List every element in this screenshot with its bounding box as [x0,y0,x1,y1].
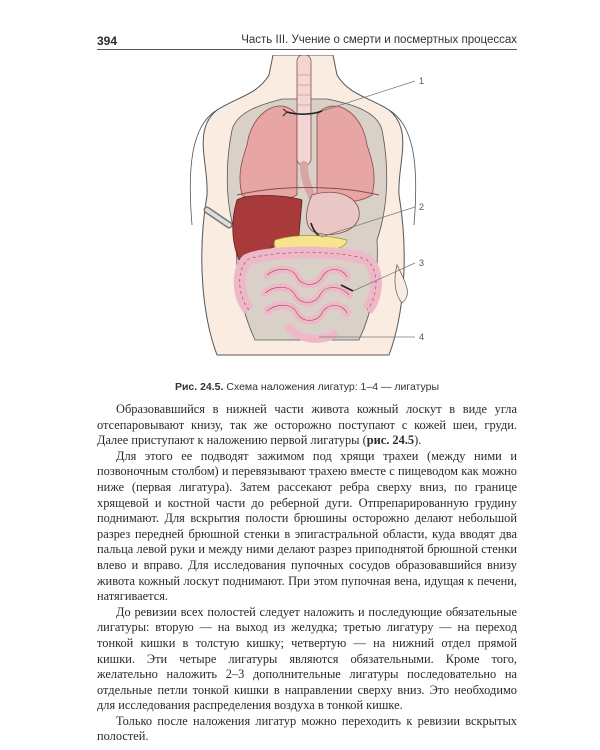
body-text [97,402,517,745]
figure-label-4: 4 [419,332,425,342]
anatomy-illustration [97,55,517,375]
paragraph [97,605,517,714]
trachea [297,55,311,165]
caption-text: Схема наложения лигатур: 1–4 — лигатуры [226,381,440,393]
page-number: 394 [97,34,118,48]
header-rule [97,49,517,50]
section-title: Часть III. Учение о смерти и посмертных процессах [241,34,517,46]
paragraph [97,402,517,449]
stomach [307,192,360,234]
paragraph [97,449,517,605]
figure-caption [97,381,517,393]
figure-reference[interactable]: рис. 24.5 [366,433,415,448]
figure-label-2: 2 [419,202,425,212]
anatomy-figure [97,55,517,375]
paragraph-text: Только после наложения лигатур можно переходить к ревизии вскрытых полостей. [97,713,517,744]
paragraph-text: Для этого ее подводят зажимом под хрящи трахеи (между ними и позвоночным столбом) и перевязывают трахею вместе с пищеводом как можно ниже (первая лигатура). Затем рассекают ребра сверху вниз, по границе хрящевой и костной части до реберной дуги. Отпрепарированную грудину поднимают. Для вскрытия полости брюшины осторожно делают небольшой разрез передней брюшной стенки в эпигастральной области, куда вводят два пальца левой руки и между ними делают разрез приподнятой брюшной стенки влево и вправо. Для исследования пупочных сосудов образовавшийся внизу живота кожный лоскут поднимают. При этом пупочная вена, идущая к печени, натягивается. [97,448,517,604]
figure-label-1: 1 [419,76,425,86]
paragraph-text: Образовавшийся в нижней части живота кожный лоскут в виде угла отсепаровывают книзу, так же осторожно поступают с кожей шеи, груди. Далее приступают к наложению первой лигатуры ( [97,402,517,448]
caption-label: Рис. 24.5. [174,381,224,393]
figure-label-3: 3 [419,258,425,268]
paragraph-text: До ревизии всех полостей следует наложить и последующие обязательные лигатуры: вторую — на выход из желудка; третью лигатуру — на переход тонкой кишки в толстую кишку; четвертую — на нижний отдел прямой кишки. Эти четыре лигатуры являются обязательными. Кроме того, желательно наложить 2–3 дополнительные лигатуры последовательно на отдельные петли тонкой кишки в направлении сверху вниз. Это необходимо для исследования распределения воздуха в тонкой кишке. [97,604,517,713]
paragraph-text-end: ). [414,433,422,448]
paragraph [97,714,517,745]
